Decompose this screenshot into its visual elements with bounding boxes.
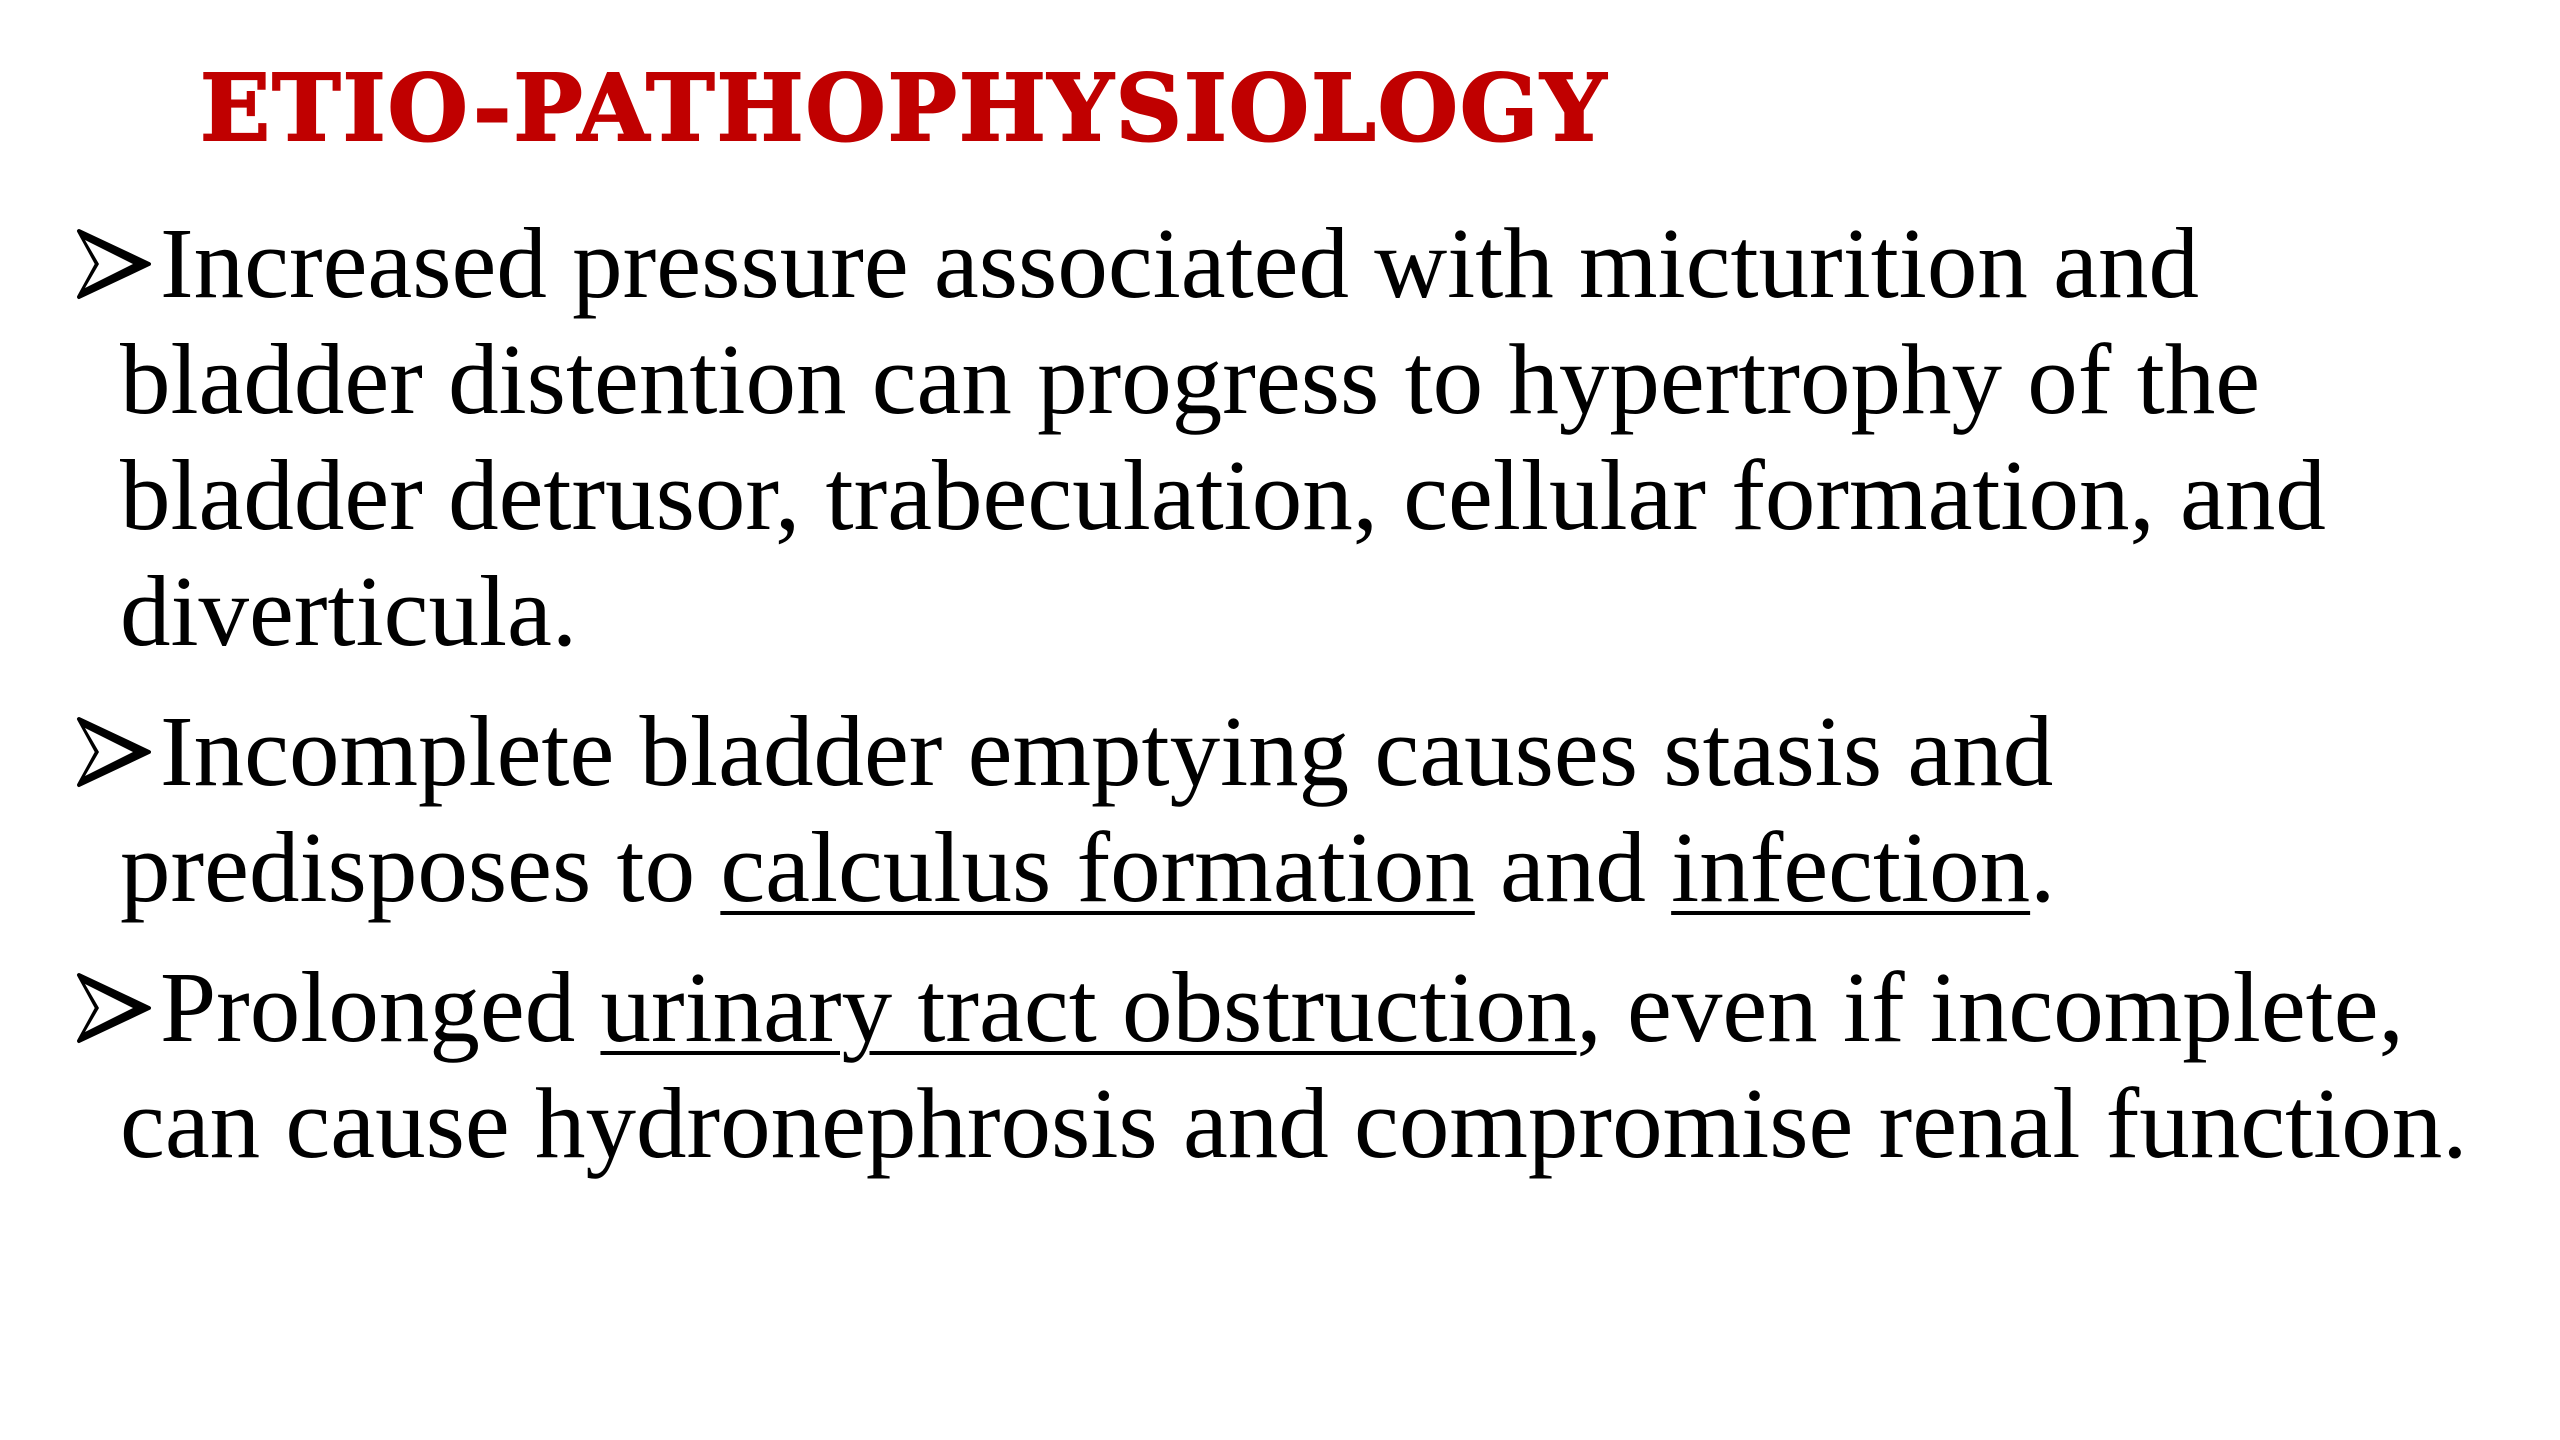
bullet-text-segment: Increased pressure associated with micturition and bladder distention can progress to hypertrophy of the bladder detrusor, trabeculation, cellular formation, and diverticula. <box>120 207 2326 667</box>
underlined-term-calculus-formation: calculus formation <box>720 811 1475 923</box>
bullet-text-segment: Prolonged <box>160 951 601 1063</box>
bullet-item <box>75 949 2515 1181</box>
bullet-text-segment: , even if incomplete, can cause hydronephrosis and compromise renal function. <box>120 951 2468 1179</box>
bullet-list <box>75 205 2515 1205</box>
bullet-text-segment: Incomplete bladder emptying causes stasis and predisposes to <box>120 695 2054 923</box>
arrow-bullet-icon <box>75 227 153 301</box>
bullet-text <box>120 205 2515 669</box>
bullet-item <box>75 693 2515 925</box>
bullet-text-segment: . <box>2030 811 2056 923</box>
slide-title: ETIO-PATHOPHYSIOLOGY <box>200 54 1609 162</box>
bullet-text <box>120 949 2515 1181</box>
bullet-text <box>120 693 2515 925</box>
bullet-item <box>75 205 2515 669</box>
arrow-bullet-icon <box>75 715 153 789</box>
underlined-term-urinary-tract-obstruction: urinary tract obstruction <box>600 951 1577 1063</box>
arrow-bullet-icon <box>75 971 153 1045</box>
bullet-text-segment: and <box>1474 811 1672 923</box>
underlined-term-infection: infection <box>1671 811 2031 923</box>
